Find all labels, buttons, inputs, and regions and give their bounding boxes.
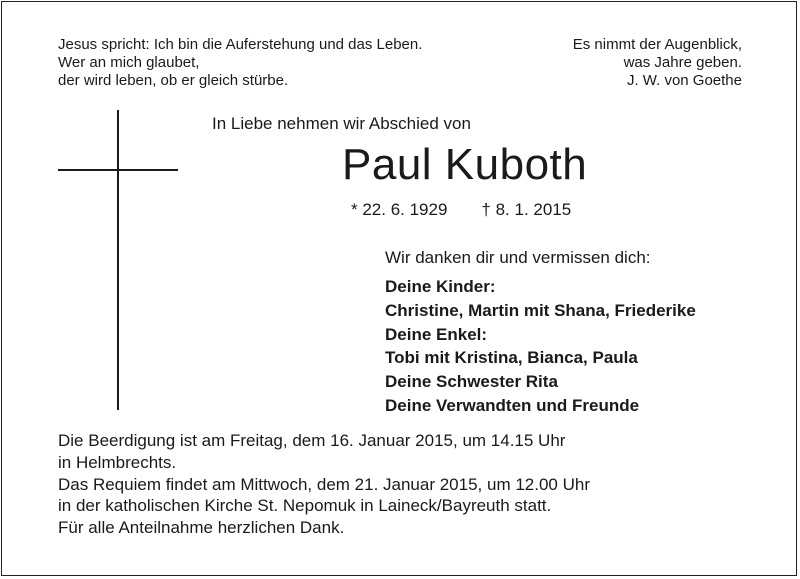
bible-quote-line-3: der wird leben, ob er gleich stürbe. xyxy=(58,72,289,89)
birth-date: * 22. 6. 1929 xyxy=(351,200,448,219)
burial-line-2: in Helmbrechts. xyxy=(58,452,177,472)
sister-line: Deine Schwester Rita xyxy=(385,372,558,392)
requiem-line-2: in der katholischen Kirche St. Nepomuk in Laineck/Bayreuth statt. xyxy=(58,496,552,516)
burial-line-1: Die Beerdigung ist am Freitag, dem 16. Januar 2015, um 14.15 Uhr xyxy=(58,431,566,450)
farewell-intro: In Liebe nehmen wir Abschied von xyxy=(212,114,471,133)
bible-quote-line-2: Wer an mich glaubet, xyxy=(58,54,200,71)
grandchildren-heading: Deine Enkel: xyxy=(385,324,488,344)
survivors-list xyxy=(385,275,696,418)
cross-icon-vertical xyxy=(117,110,119,410)
funeral-details xyxy=(58,430,590,539)
children-names: Christine, Martin mit Shana, Friederike xyxy=(385,300,696,320)
requiem-line-1: Das Requiem findet am Mittwoch, dem 21. Januar 2015, um 12.00 Uhr xyxy=(58,474,590,494)
bible-quote xyxy=(58,36,422,90)
goethe-quote-author: J. W. von Goethe xyxy=(626,72,742,89)
life-dates xyxy=(351,200,571,220)
closing-thanks: Für alle Anteilnahme herzlichen Dank. xyxy=(58,518,345,538)
children-heading: Deine Kinder: xyxy=(385,277,496,296)
bible-quote-line-1: Jesus spricht: Ich bin die Auferstehung und das Leben. xyxy=(58,36,423,53)
grandchildren-names: Tobi mit Kristina, Bianca, Paula xyxy=(385,348,638,368)
relatives-line: Deine Verwandten und Freunde xyxy=(385,395,640,415)
goethe-quote xyxy=(573,36,742,90)
deceased-name: Paul Kuboth xyxy=(342,140,588,189)
goethe-quote-line-2: was Jahre geben. xyxy=(623,54,742,71)
goethe-quote-line-1: Es nimmt der Augenblick, xyxy=(572,36,742,53)
death-date: † 8. 1. 2015 xyxy=(481,200,572,219)
cross-icon-horizontal xyxy=(58,169,178,171)
thanks-line: Wir danken dir und vermissen dich: xyxy=(385,248,651,267)
